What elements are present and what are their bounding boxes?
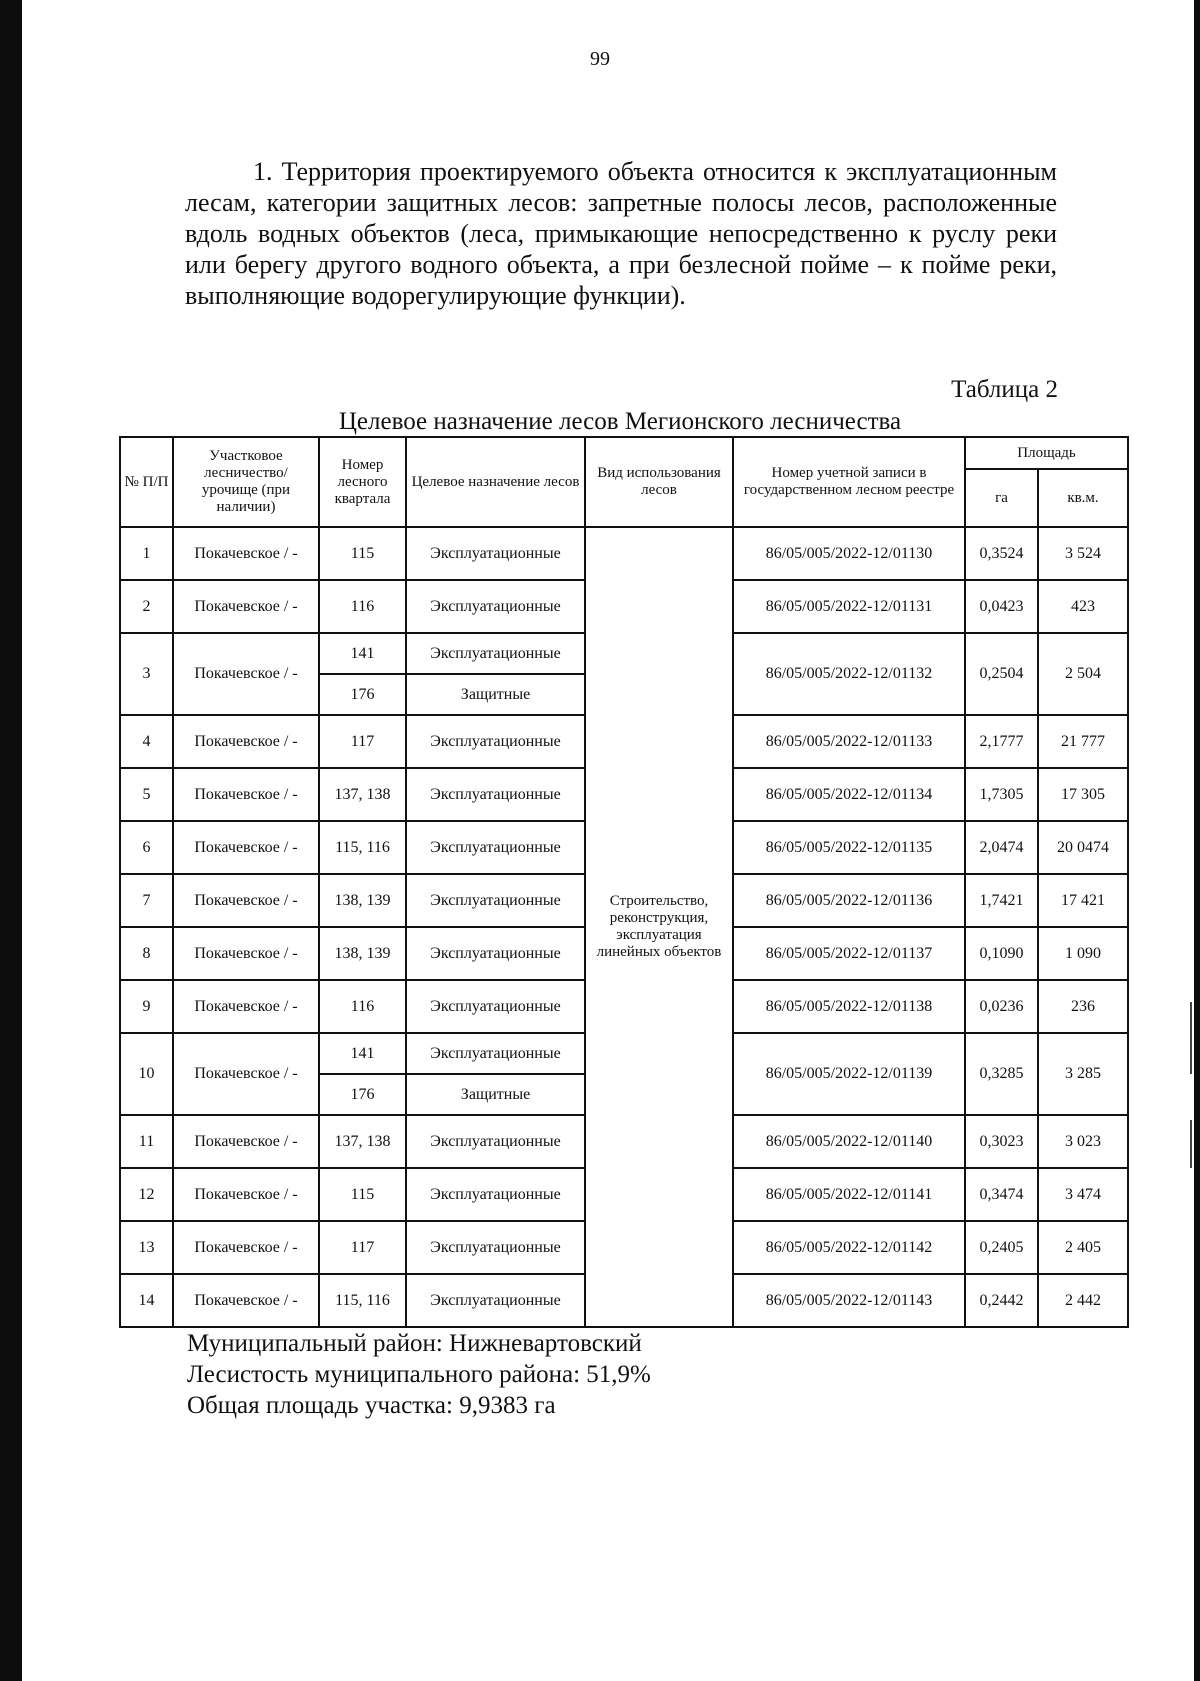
row-area-ha: 0,2504 <box>965 633 1038 715</box>
header-district: Участковое лесничество/ урочище (при наличии) <box>173 437 319 527</box>
row-record: 86/05/005/2022-12/01132 <box>733 633 965 715</box>
row-area-sqm: 17 305 <box>1038 768 1128 821</box>
row-district: Покачевское / - <box>173 1274 319 1327</box>
row-record: 86/05/005/2022-12/01141 <box>733 1168 965 1221</box>
row-area-sqm: 2 504 <box>1038 633 1128 715</box>
row-area-sqm: 423 <box>1038 580 1128 633</box>
row-quarter: 116 <box>319 980 406 1033</box>
row-quarter: 115 <box>319 527 406 580</box>
row-num: 8 <box>120 927 173 980</box>
table-title: Целевое назначение лесов Мегионского лесничества <box>338 408 902 435</box>
row-purpose: Эксплуатационные <box>406 768 585 821</box>
row-record: 86/05/005/2022-12/01135 <box>733 821 965 874</box>
row-district: Покачевское / - <box>173 1115 319 1168</box>
row-purpose: Эксплуатационные <box>406 527 585 580</box>
intro-paragraph: 1. Территория проектируемого объекта относится к эксплуатационным лесам, категории защитных лесов: запретные полосы лесов, расположенные вдоль водных объектов (леса, примыкающие непосредственно к руслу реки или берегу другого водного объекта, а при безлесной пойме – к пойме реки, выполняющие водорегулирующие функции). <box>185 157 1057 310</box>
row-area-ha: 2,0474 <box>965 821 1038 874</box>
row-district: Покачевское / - <box>173 580 319 633</box>
row-area-sqm: 21 777 <box>1038 715 1128 768</box>
row-num: 5 <box>120 768 173 821</box>
row-record: 86/05/005/2022-12/01130 <box>733 527 965 580</box>
row-area-ha: 0,2442 <box>965 1274 1038 1327</box>
row-purpose: Эксплуатационные <box>406 1168 585 1221</box>
row-area-ha: 0,3474 <box>965 1168 1038 1221</box>
row-num: 2 <box>120 580 173 633</box>
row-num: 9 <box>120 980 173 1033</box>
row-purpose: Эксплуатационные <box>406 580 585 633</box>
row-district: Покачевское / - <box>173 874 319 927</box>
row-record: 86/05/005/2022-12/01131 <box>733 580 965 633</box>
row-purpose: Защитные <box>406 674 585 715</box>
row-record: 86/05/005/2022-12/01143 <box>733 1274 965 1327</box>
row-record: 86/05/005/2022-12/01138 <box>733 980 965 1033</box>
scan-border-left <box>0 0 22 1681</box>
row-quarter: 141 <box>319 1033 406 1074</box>
scan-mark <box>1190 1002 1192 1074</box>
row-quarter: 138, 139 <box>319 874 406 927</box>
row-record: 86/05/005/2022-12/01142 <box>733 1221 965 1274</box>
table-row <box>120 527 1128 580</box>
row-num: 11 <box>120 1115 173 1168</box>
row-area-sqm: 236 <box>1038 980 1128 1033</box>
row-area-sqm: 2 405 <box>1038 1221 1128 1274</box>
row-area-sqm: 3 023 <box>1038 1115 1128 1168</box>
row-record: 86/05/005/2022-12/01139 <box>733 1033 965 1115</box>
row-quarter: 176 <box>319 1074 406 1115</box>
row-area-ha: 1,7305 <box>965 768 1038 821</box>
row-area-sqm: 1 090 <box>1038 927 1128 980</box>
row-record: 86/05/005/2022-12/01136 <box>733 874 965 927</box>
row-district: Покачевское / - <box>173 715 319 768</box>
row-num: 7 <box>120 874 173 927</box>
header-usage: Вид использования лесов <box>585 437 733 527</box>
header-purpose: Целевое назначение лесов <box>406 437 585 527</box>
row-district: Покачевское / - <box>173 1033 319 1115</box>
row-district: Покачевское / - <box>173 821 319 874</box>
row-purpose: Эксплуатационные <box>406 715 585 768</box>
footer-total-area: Общая площадь участка: 9,9383 га <box>187 1392 556 1419</box>
row-area-ha: 0,2405 <box>965 1221 1038 1274</box>
row-area-ha: 2,1777 <box>965 715 1038 768</box>
row-quarter: 137, 138 <box>319 1115 406 1168</box>
row-quarter: 141 <box>319 633 406 674</box>
row-num: 6 <box>120 821 173 874</box>
row-area-sqm: 17 421 <box>1038 874 1128 927</box>
row-num: 13 <box>120 1221 173 1274</box>
row-quarter: 117 <box>319 715 406 768</box>
row-purpose: Эксплуатационные <box>406 1033 585 1074</box>
row-area-sqm: 20 0474 <box>1038 821 1128 874</box>
row-district: Покачевское / - <box>173 1221 319 1274</box>
row-area-ha: 0,0423 <box>965 580 1038 633</box>
row-quarter: 115 <box>319 1168 406 1221</box>
row-area-ha: 0,3285 <box>965 1033 1038 1115</box>
table-label: Таблица 2 <box>951 376 1058 403</box>
row-record: 86/05/005/2022-12/01140 <box>733 1115 965 1168</box>
row-district: Покачевское / - <box>173 768 319 821</box>
header-area-ha: га <box>965 469 1038 527</box>
row-num: 3 <box>120 633 173 715</box>
row-record: 86/05/005/2022-12/01133 <box>733 715 965 768</box>
row-area-ha: 0,1090 <box>965 927 1038 980</box>
forest-purpose-table <box>119 436 1129 1328</box>
row-quarter: 115, 116 <box>319 821 406 874</box>
row-area-sqm: 3 285 <box>1038 1033 1128 1115</box>
row-area-sqm: 2 442 <box>1038 1274 1128 1327</box>
header-num: № П/П <box>120 437 173 527</box>
header-area: Площадь <box>965 437 1128 469</box>
row-num: 1 <box>120 527 173 580</box>
scan-border-right <box>1194 0 1200 1681</box>
row-quarter: 115, 116 <box>319 1274 406 1327</box>
header-quarter: Номер лесного квартала <box>319 437 406 527</box>
row-quarter: 138, 139 <box>319 927 406 980</box>
row-area-ha: 0,3023 <box>965 1115 1038 1168</box>
row-num: 12 <box>120 1168 173 1221</box>
row-purpose: Эксплуатационные <box>406 1115 585 1168</box>
row-purpose: Эксплуатационные <box>406 821 585 874</box>
row-record: 86/05/005/2022-12/01137 <box>733 927 965 980</box>
row-record: 86/05/005/2022-12/01134 <box>733 768 965 821</box>
row-area-ha: 0,3524 <box>965 527 1038 580</box>
row-quarter: 176 <box>319 674 406 715</box>
row-quarter: 116 <box>319 580 406 633</box>
row-district: Покачевское / - <box>173 927 319 980</box>
usage-type: Строительство, реконструкция, эксплуатация линейных объектов <box>585 527 733 1327</box>
row-purpose: Эксплуатационные <box>406 980 585 1033</box>
row-purpose: Защитные <box>406 1074 585 1115</box>
row-area-ha: 0,0236 <box>965 980 1038 1033</box>
row-num: 4 <box>120 715 173 768</box>
row-area-ha: 1,7421 <box>965 874 1038 927</box>
row-quarter: 137, 138 <box>319 768 406 821</box>
row-area-sqm: 3 474 <box>1038 1168 1128 1221</box>
row-district: Покачевское / - <box>173 527 319 580</box>
row-quarter: 117 <box>319 1221 406 1274</box>
header-record: Номер учетной записи в государственном лесном реестре <box>733 437 965 527</box>
footer-forest-cover: Лесистость муниципального района: 51,9% <box>187 1361 651 1388</box>
row-purpose: Эксплуатационные <box>406 927 585 980</box>
scan-mark <box>1190 1120 1192 1168</box>
row-district: Покачевское / - <box>173 980 319 1033</box>
row-purpose: Эксплуатационные <box>406 633 585 674</box>
row-district: Покачевское / - <box>173 1168 319 1221</box>
row-purpose: Эксплуатационные <box>406 1221 585 1274</box>
row-district: Покачевское / - <box>173 633 319 715</box>
footer-district: Муниципальный район: Нижневартовский <box>187 1330 642 1357</box>
row-purpose: Эксплуатационные <box>406 1274 585 1327</box>
row-num: 10 <box>120 1033 173 1115</box>
footer-summary <box>187 1328 651 1421</box>
row-purpose: Эксплуатационные <box>406 874 585 927</box>
header-area-sqm: кв.м. <box>1038 469 1128 527</box>
page-number: 99 <box>590 48 610 70</box>
row-num: 14 <box>120 1274 173 1327</box>
row-area-sqm: 3 524 <box>1038 527 1128 580</box>
